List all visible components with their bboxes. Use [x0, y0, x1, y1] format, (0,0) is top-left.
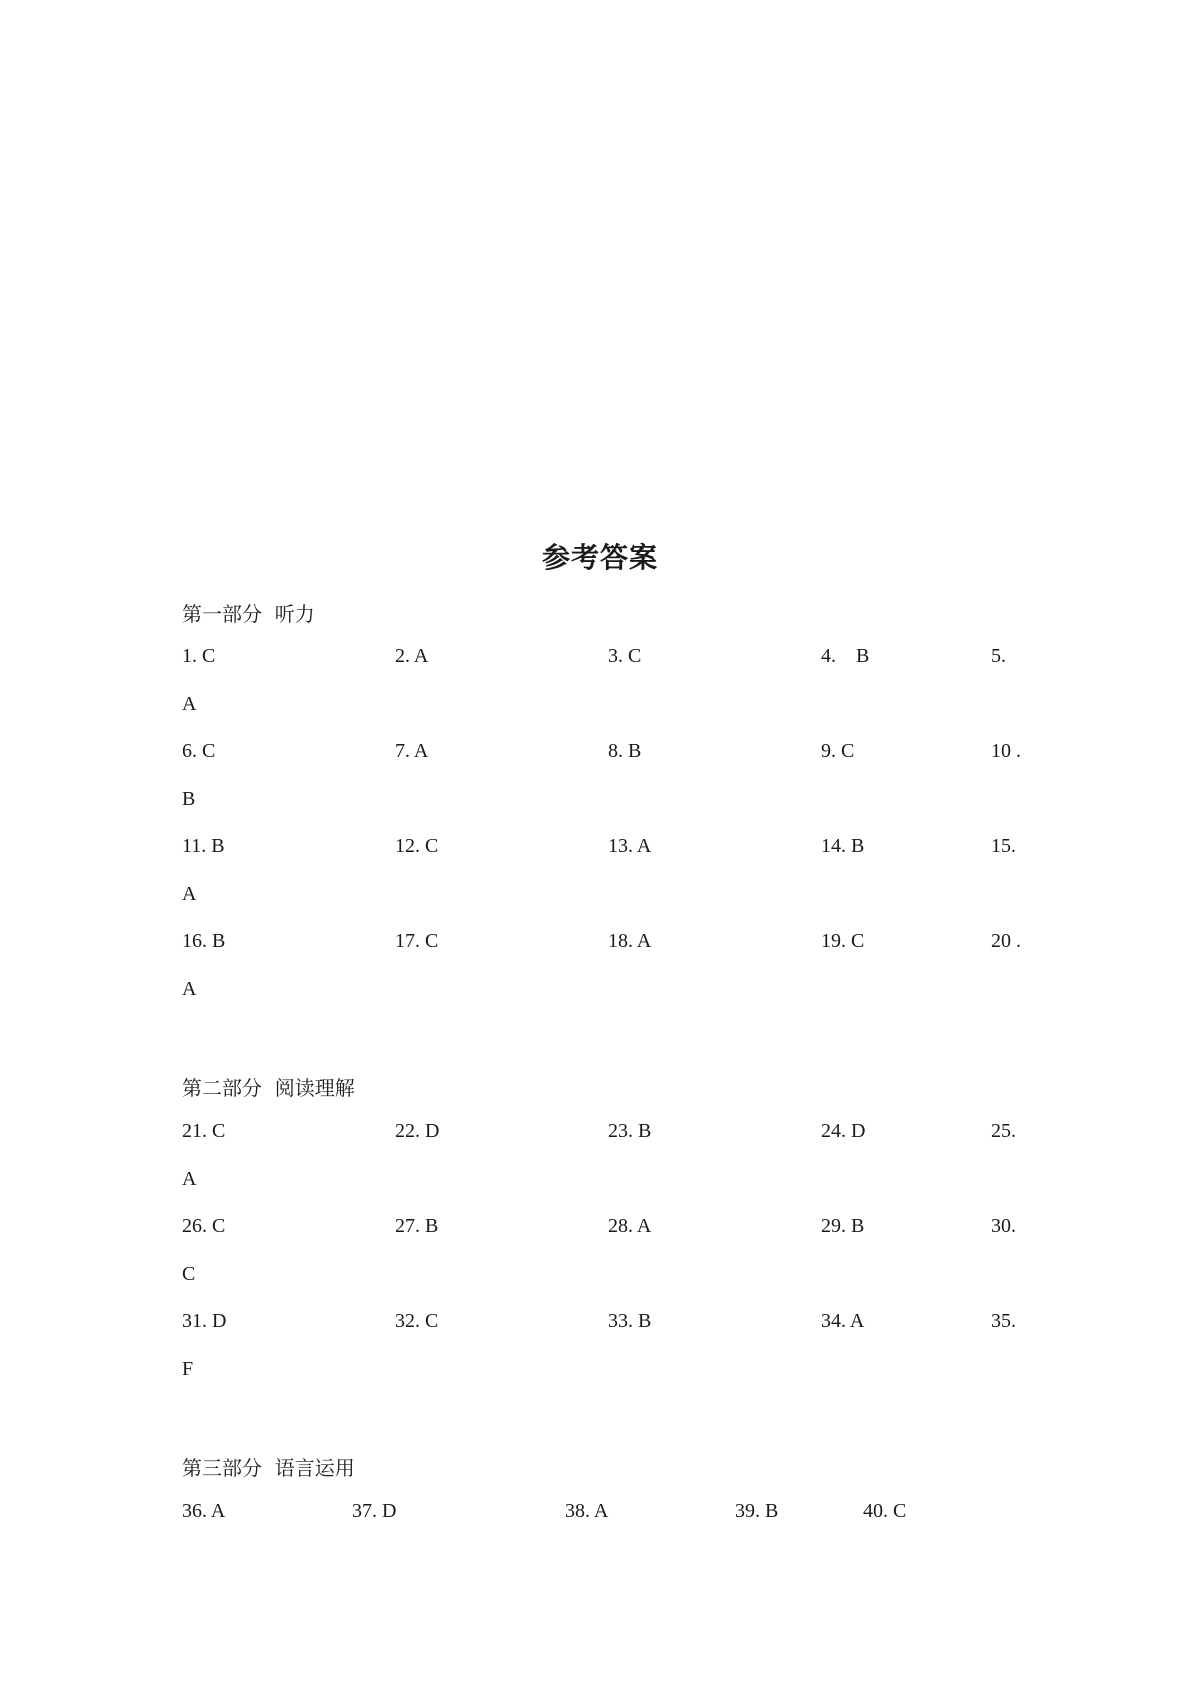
- answer-29: 29. B: [821, 1215, 865, 1237]
- answer-20-letter: A: [182, 978, 197, 1000]
- answer-35-number: 35.: [991, 1310, 1016, 1332]
- answer-9: 9. C: [821, 740, 855, 762]
- section-heading-language-use: 第三部分 语言运用: [182, 1456, 355, 1480]
- answer-30-letter: C: [182, 1263, 196, 1285]
- answer-12: 12. C: [395, 835, 439, 857]
- answer-34: 34. A: [821, 1310, 865, 1332]
- answer-38: 38. A: [565, 1500, 609, 1522]
- answer-18: 18. A: [608, 930, 652, 952]
- answer-27: 27. B: [395, 1215, 439, 1237]
- answer-11: 11. B: [182, 835, 225, 857]
- answer-16: 16. B: [182, 930, 226, 952]
- section-heading-listening: 第一部分 听力: [182, 602, 315, 626]
- answer-33: 33. B: [608, 1310, 652, 1332]
- answer-23: 23. B: [608, 1120, 652, 1142]
- section-heading-reading: 第二部分 阅读理解: [182, 1076, 355, 1100]
- answer-13: 13. A: [608, 835, 652, 857]
- answer-36: 36. A: [182, 1500, 226, 1522]
- answer-28: 28. A: [608, 1215, 652, 1237]
- answer-10-letter: B: [182, 788, 196, 810]
- answer-8: 8. B: [608, 740, 642, 762]
- answer-26: 26. C: [182, 1215, 226, 1237]
- answer-1: 1. C: [182, 645, 216, 667]
- answer-24: 24. D: [821, 1120, 866, 1142]
- answer-2: 2. A: [395, 645, 429, 667]
- answer-5-number: 5.: [991, 645, 1006, 667]
- answer-15-letter: A: [182, 883, 197, 905]
- answer-37: 37. D: [352, 1500, 397, 1522]
- answer-15-number: 15.: [991, 835, 1016, 857]
- answer-31: 31. D: [182, 1310, 227, 1332]
- answer-25-letter: A: [182, 1168, 197, 1190]
- answer-7: 7. A: [395, 740, 429, 762]
- answer-3: 3. C: [608, 645, 642, 667]
- answer-21: 21. C: [182, 1120, 226, 1142]
- answer-22: 22. D: [395, 1120, 440, 1142]
- answer-14: 14. B: [821, 835, 865, 857]
- answer-25-number: 25.: [991, 1120, 1016, 1142]
- answer-35-letter: F: [182, 1358, 194, 1380]
- answer-10-number: 10 .: [991, 740, 1021, 762]
- answer-20-number: 20 .: [991, 930, 1021, 952]
- answer-39: 39. B: [735, 1500, 779, 1522]
- page-title: 参考答案: [541, 541, 658, 574]
- answer-4: 4. B: [821, 645, 870, 667]
- answer-32: 32. C: [395, 1310, 439, 1332]
- answer-19: 19. C: [821, 930, 865, 952]
- answer-5-letter: A: [182, 693, 197, 715]
- answer-6: 6. C: [182, 740, 216, 762]
- answer-30-number: 30.: [991, 1215, 1016, 1237]
- answer-17: 17. C: [395, 930, 439, 952]
- answer-40: 40. C: [863, 1500, 907, 1522]
